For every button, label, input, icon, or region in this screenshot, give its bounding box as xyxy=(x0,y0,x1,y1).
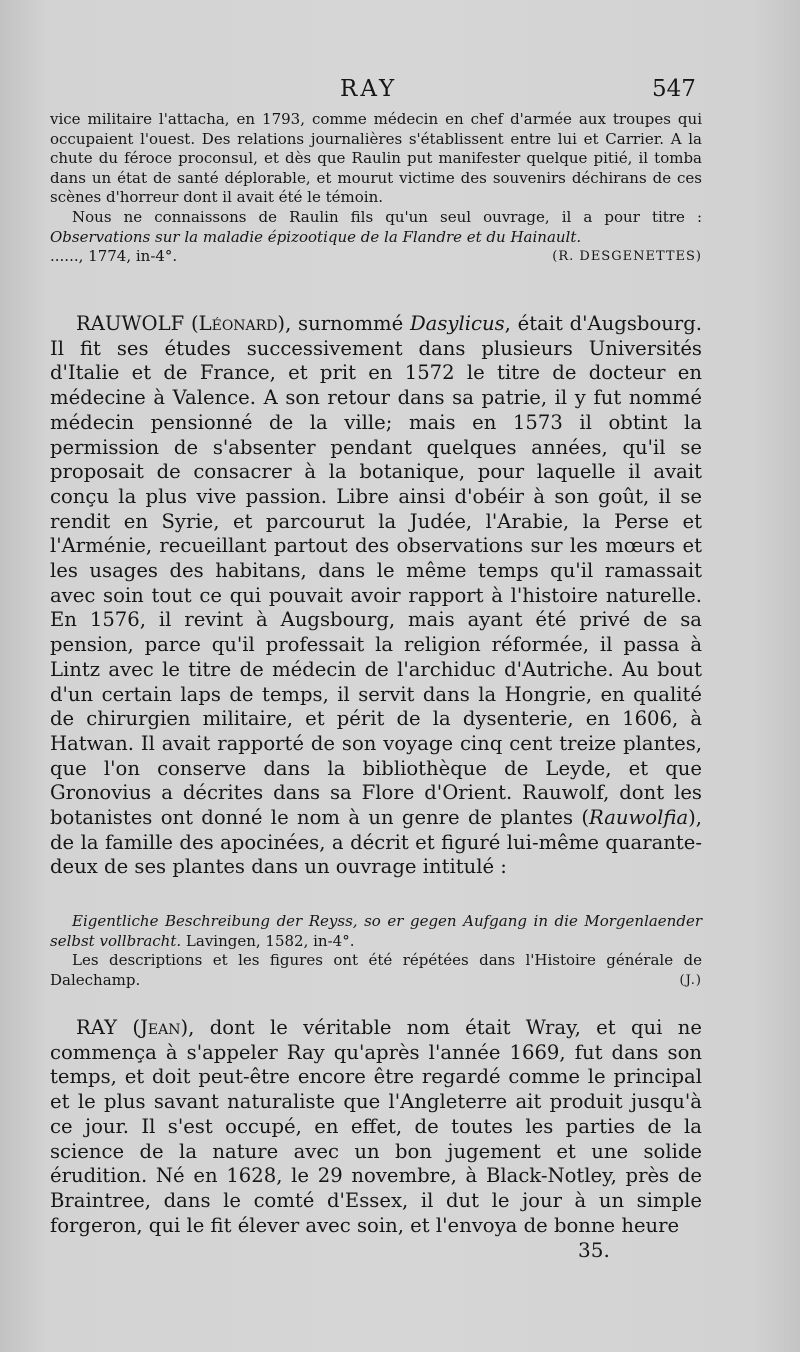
raulin-imprint-line xyxy=(50,247,702,267)
raulin-note-text: Nous ne connaissons de Raulin fils qu'un seul ouvrage, il a pour titre : xyxy=(72,207,702,226)
rauwolf-text-b: , était d'Augsbourg. Il fit ses études successivement dans plusieurs Universités d'Italie et de France, et prit en 1572 le titre de docteur en médecine à Valence. A son retour dans sa patrie, il y fut nommé médecin pensionné de la ville; mais en 1573 il obtint la permission de s'absenter pendant quelques années, qu'il se proposait de consacrer à la botanique, pour laquelle il avait conçu la plus vive passion. Libre ainsi d'obéir à son goût, il se rendit en Syrie, et parcourut la Judée, l'Arabie, la Perse et l'Arménie, recueillant partout des observations sur les mœurs et les usages des habitans, dans le même temps qu'il ramassait avec soin tout ce qui pouvait avoir rapport à l'histoire naturelle. En 1576, il revint à Augsbourg, mais ayant été privé de sa pension, parce qu'il professait la religion réformée, il passa à Lintz avec le titre de médecin de l'archiduc d'Autriche. Au bout d'un certain laps de temps, il servit dans la Hongrie, en qualité de chirurgien militaire, et périt de la dysenterie, en 1606, à Hatwan. Il avait rapporté de son voyage cinq cent treize plantes, que l'on conserve dans la bibliothèque de Leyde, et que Gronovius a décrites dans sa Flore d'Orient. Rauwolf, dont les botanistes ont donné le nom à un genre de plantes ( xyxy=(50,312,702,830)
page-header xyxy=(0,76,800,106)
raulin-note xyxy=(50,208,702,247)
rauwolf-note xyxy=(50,951,702,990)
raulin-work-imprint: ......, 1774, in-4°. xyxy=(50,247,178,266)
raulin-article-end xyxy=(50,110,702,267)
rauwolf-article xyxy=(50,312,702,880)
rauwolf-text-a: , surnommé xyxy=(285,312,410,335)
ray-firstname: (Jean) xyxy=(132,1016,189,1039)
rauwolf-genus: Rauwolfia xyxy=(589,806,689,830)
rauwolf-work xyxy=(50,912,702,951)
rauwolf-text-c: ), de la famille des apocinées, a décrit et figuré lui-même quarante-deux de ses plantes dans un ouvrage intitulé : xyxy=(50,806,702,879)
raulin-text: vice militaire l'attacha, en 1793, comme médecin en chef d'armée aux troupes qui occupaient l'ouest. Des relations journalières s'établissent entre lui et Carrier. A la chute du féroce proconsul, et dès que Raulin put manifester quelque pitié, il tomba dans un état de santé déplorable, et mourut victime des souvenirs déchirans de ces scènes d'horreur dont il avait été le témoin. xyxy=(50,110,702,207)
rauwolf-signature: (J.) xyxy=(679,972,702,988)
rauwolf-nickname: Dasylicus xyxy=(409,312,505,335)
rauwolf-work-imprint: Lavingen, 1582, in-4°. xyxy=(181,931,355,950)
rauwolf-name: RAUWOLF xyxy=(76,312,185,335)
ray-name: RAY xyxy=(76,1016,118,1039)
page-number: 547 xyxy=(652,76,696,102)
rauwolf-work-title: Eigentliche Beschreibung der Reyss, so er gegen Aufgang in die Morgenlaender selbst vollbracht. xyxy=(50,912,702,950)
rauwolf-bibliography xyxy=(50,912,702,990)
signature-mark: 35. xyxy=(578,1238,610,1262)
raulin-work-title: Observations sur la maladie épizootique de la Flandre et du Hainault. xyxy=(50,227,582,246)
ray-article xyxy=(50,1016,702,1238)
raulin-signature: (R. DESGENETTES) xyxy=(552,249,702,265)
rauwolf-firstname: (Léonard) xyxy=(190,312,286,335)
rauwolf-note-text: Les descriptions et les figures ont été répétées dans l'Histoire générale de Dalechamp. xyxy=(50,951,702,989)
ray-text: , dont le véritable nom était Wray, et qui ne commença à s'appeler Ray qu'après l'année 1669, fut dans son temps, et doit peut-être encore être regardé comme le principal et le plus savant naturaliste que l'Angleterre ait produit jusqu'à ce jour. Il s'est occupé, en effet, de toutes les parties de la science de la nature avec un bon jugement et une solide érudition. Né en 1628, le 29 novembre, à Black-Notley, près de Braintree, dans le comté d'Essex, il dut le jour à un simple forgeron, qui le fit élever avec soin, et l'envoya de bonne heure xyxy=(50,1016,703,1237)
running-head: RAY xyxy=(340,76,398,102)
